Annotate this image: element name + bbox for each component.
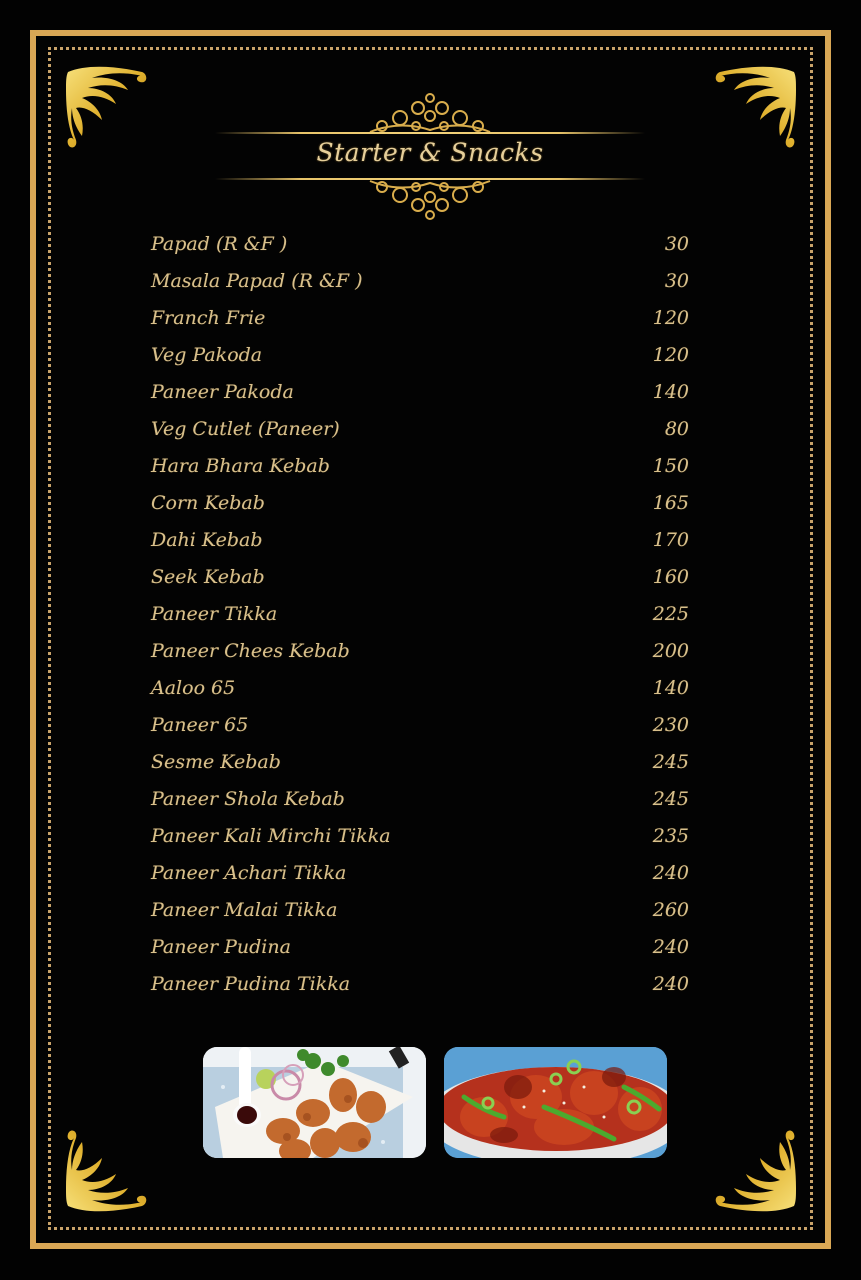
item-price: 30 bbox=[664, 270, 689, 292]
menu-item bbox=[151, 707, 689, 744]
item-price: 260 bbox=[652, 899, 689, 921]
corner-flourish-icon bbox=[56, 1124, 152, 1220]
menu-item bbox=[151, 633, 689, 670]
menu-item bbox=[151, 263, 689, 300]
menu-item bbox=[151, 966, 689, 1003]
menu-item bbox=[151, 374, 689, 411]
corner-flourish-icon bbox=[56, 58, 152, 154]
header-rule-top bbox=[215, 132, 645, 134]
paneer-chilli-photo bbox=[444, 1047, 667, 1158]
section-header bbox=[215, 88, 645, 223]
item-price: 80 bbox=[664, 418, 689, 440]
filigree-ornament-icon bbox=[360, 179, 500, 223]
item-price: 150 bbox=[652, 455, 689, 477]
menu-item bbox=[151, 929, 689, 966]
page-title: Starter & Snacks bbox=[316, 138, 544, 167]
item-price: 165 bbox=[652, 492, 689, 514]
item-name: Papad (R &F ) bbox=[151, 233, 288, 255]
item-price: 120 bbox=[652, 344, 689, 366]
menu-item bbox=[151, 855, 689, 892]
item-name: Paneer 65 bbox=[151, 714, 249, 736]
item-price: 235 bbox=[652, 825, 689, 847]
item-name: Franch Frie bbox=[151, 307, 266, 329]
item-price: 200 bbox=[652, 640, 689, 662]
item-name: Paneer Pudina bbox=[151, 936, 291, 958]
item-name: Masala Papad (R &F ) bbox=[151, 270, 363, 292]
item-price: 240 bbox=[652, 973, 689, 995]
item-name: Paneer Achari Tikka bbox=[151, 862, 347, 884]
item-name: Dahi Kebab bbox=[151, 529, 263, 551]
item-price: 245 bbox=[652, 788, 689, 810]
item-name: Paneer Pakoda bbox=[151, 381, 294, 403]
menu-item bbox=[151, 337, 689, 374]
item-price: 225 bbox=[652, 603, 689, 625]
item-price: 140 bbox=[652, 677, 689, 699]
menu-item bbox=[151, 522, 689, 559]
kebab-platter-photo bbox=[203, 1047, 426, 1158]
item-name: Veg Cutlet (Paneer) bbox=[151, 418, 340, 440]
filigree-ornament-icon bbox=[360, 90, 500, 134]
item-price: 240 bbox=[652, 936, 689, 958]
menu-item bbox=[151, 559, 689, 596]
menu-item bbox=[151, 448, 689, 485]
item-name: Paneer Malai Tikka bbox=[151, 899, 338, 921]
item-name: Hara Bhara Kebab bbox=[151, 455, 330, 477]
item-name: Paneer Pudina Tikka bbox=[151, 973, 351, 995]
menu-item bbox=[151, 670, 689, 707]
item-name: Veg Pakoda bbox=[151, 344, 263, 366]
item-price: 140 bbox=[652, 381, 689, 403]
item-price: 245 bbox=[652, 751, 689, 773]
menu-item bbox=[151, 744, 689, 781]
item-name: Paneer Shola Kebab bbox=[151, 788, 345, 810]
item-price: 120 bbox=[652, 307, 689, 329]
item-price: 170 bbox=[652, 529, 689, 551]
menu-list bbox=[151, 226, 689, 1003]
item-name: Paneer Kali Mirchi Tikka bbox=[151, 825, 391, 847]
item-name: Aaloo 65 bbox=[151, 677, 236, 699]
corner-flourish-icon bbox=[710, 58, 806, 154]
item-name: Sesme Kebab bbox=[151, 751, 281, 773]
item-price: 230 bbox=[652, 714, 689, 736]
menu-item bbox=[151, 596, 689, 633]
menu-item bbox=[151, 226, 689, 263]
menu-item bbox=[151, 411, 689, 448]
menu-item bbox=[151, 818, 689, 855]
item-name: Paneer Tikka bbox=[151, 603, 278, 625]
menu-item bbox=[151, 781, 689, 818]
item-name: Corn Kebab bbox=[151, 492, 265, 514]
item-price: 30 bbox=[664, 233, 689, 255]
item-price: 160 bbox=[652, 566, 689, 588]
menu-item bbox=[151, 485, 689, 522]
item-name: Paneer Chees Kebab bbox=[151, 640, 350, 662]
menu-item bbox=[151, 892, 689, 929]
corner-flourish-icon bbox=[710, 1124, 806, 1220]
item-price: 240 bbox=[652, 862, 689, 884]
menu-item bbox=[151, 300, 689, 337]
item-name: Seek Kebab bbox=[151, 566, 265, 588]
